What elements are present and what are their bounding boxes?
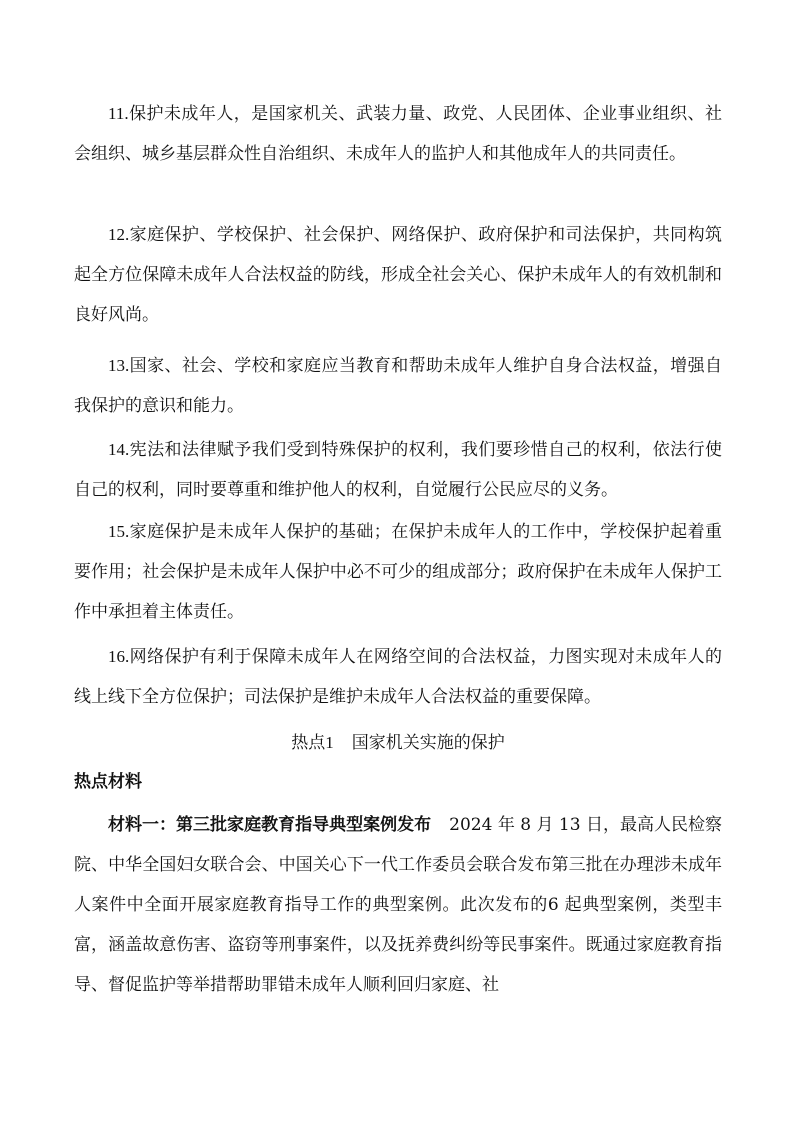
point-number: 11. (108, 104, 129, 123)
material-body: 最高人民检察院、中华全国妇女联合会、中国关心下一代工作委员会联合发布第三批在办理涉未成年人案件中全面开展家庭教育指导工作的典型案例。此次发布的6 起典型案例，类型丰富，涵盖故意伤害、盗窃等刑事案件，以及抚养费纠纷等民事案件。既通过家庭教育指导、督促监护等举措帮助罪错未成年人顺利回归家庭、社 (74, 815, 723, 995)
material-title: 材料一：第三批家庭教育指导典型案例发布 (108, 815, 432, 835)
point-text: 家庭保护是未成年人保护的基础；在保护未成年人的工作中，学校保护起着重要作用；社会保护是未成年人保护中必不可少的组成部分；政府保护在未成年人保护工作中承担着主体责任。 (74, 522, 722, 622)
hotspot-title: 国家机关实施的保护 (351, 733, 505, 753)
hotspot-heading (74, 729, 722, 757)
point-11 (74, 94, 722, 174)
point-12 (74, 215, 722, 335)
point-13 (74, 346, 722, 426)
point-number: 15. (108, 522, 130, 541)
point-16 (74, 637, 722, 717)
section-label: 热点材料 (74, 772, 142, 792)
hotspot-number: 1 (325, 733, 334, 752)
point-text: 保护未成年人，是国家机关、武装力量、政党、人民团体、企业事业组织、社会组织、城乡基层群众性自治组织、未成年人的监护人和其他成年人的共同责任。 (74, 104, 722, 164)
point-number: 14. (108, 440, 130, 459)
material-date: 2024 年 8 月 13 日， (449, 815, 620, 835)
hotspot-prefix: 热点 (291, 733, 326, 753)
material-one (74, 805, 722, 1005)
point-14 (74, 430, 722, 510)
point-number: 13. (108, 356, 130, 375)
point-text: 家庭保护、学校保护、社会保护、网络保护、政府保护和司法保护，共同构筑起全方位保障未成年人合法权益的防线，形成全社会关心、保护未成年人的有效机制和良好风尚。 (74, 225, 722, 325)
point-15 (74, 512, 722, 632)
point-text: 网络保护有利于保障未成年人在网络空间的合法权益，力图实现对未成年人的线上线下全方位保护；司法保护是维护未成年人合法权益的重要保障。 (74, 647, 722, 707)
point-text: 宪法和法律赋予我们受到特殊保护的权利，我们要珍惜自己的权利，依法行使自己的权利，同时要尊重和维护他人的权利，自觉履行公民应尽的义务。 (74, 440, 722, 500)
point-text: 国家、社会、学校和家庭应当教育和帮助未成年人维护自身合法权益，增强自我保护的意识和能力。 (74, 356, 722, 416)
point-number: 16. (108, 647, 130, 666)
point-number: 12. (108, 225, 130, 244)
